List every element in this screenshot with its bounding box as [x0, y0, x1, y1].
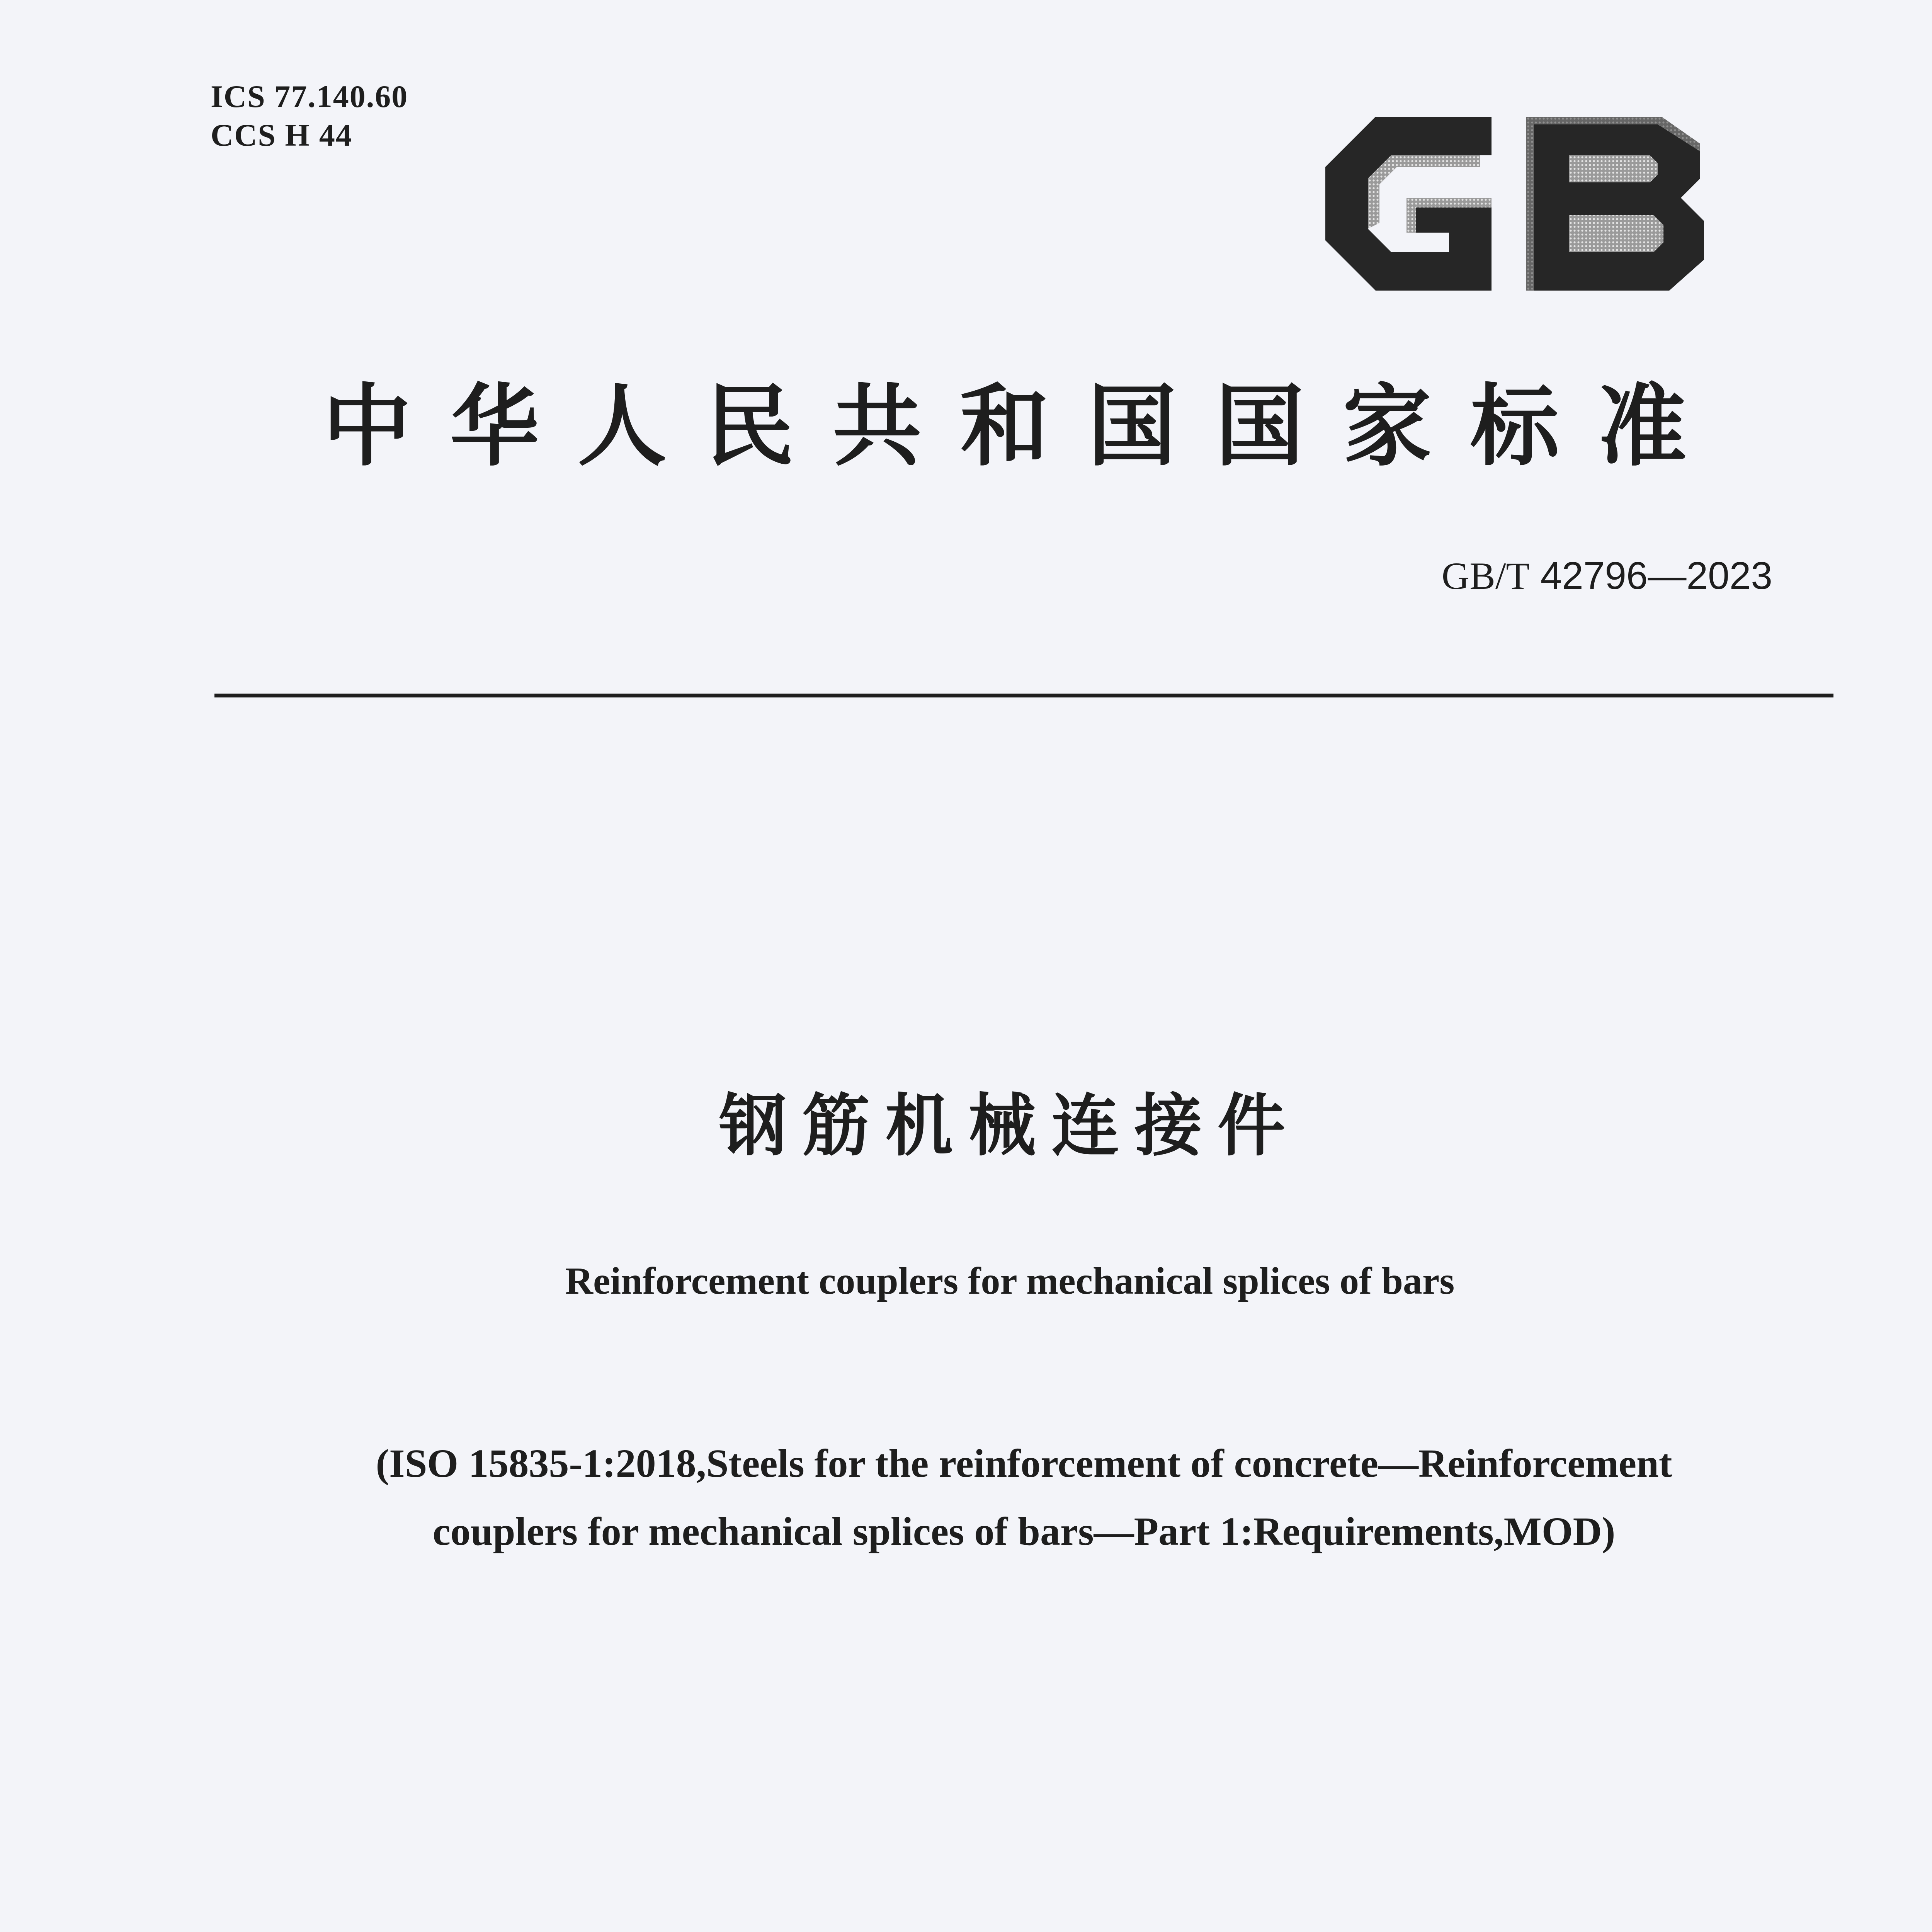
- iso-reference-line-1: (ISO 15835-1:2018,Steels for the reinforcement of concrete—Reinforcement: [376, 1441, 1672, 1486]
- english-title: Reinforcement couplers for mechanical splices of bars: [565, 1259, 1455, 1302]
- standard-number: [1442, 551, 1772, 601]
- standard-number-prefix: GB/T: [1441, 554, 1530, 597]
- ccs-code: CCS H 44: [211, 117, 352, 153]
- ics-code: ICS 77.140.60: [211, 79, 408, 114]
- header-divider: [214, 694, 1833, 697]
- iso-reference-line-2: couplers for mechanical splices of bars—Part 1:Requirements,MOD): [432, 1509, 1616, 1554]
- classification-codes: [211, 77, 408, 155]
- standard-number-value: 42796—2023: [1540, 554, 1772, 597]
- chinese-title: 钢筋机械连接件: [719, 1087, 1301, 1165]
- country-standard-title: 中华人民共和国国家标准: [322, 375, 1725, 478]
- gb-logo-icon: [1310, 101, 1727, 306]
- iso-reference: [216, 1430, 1832, 1566]
